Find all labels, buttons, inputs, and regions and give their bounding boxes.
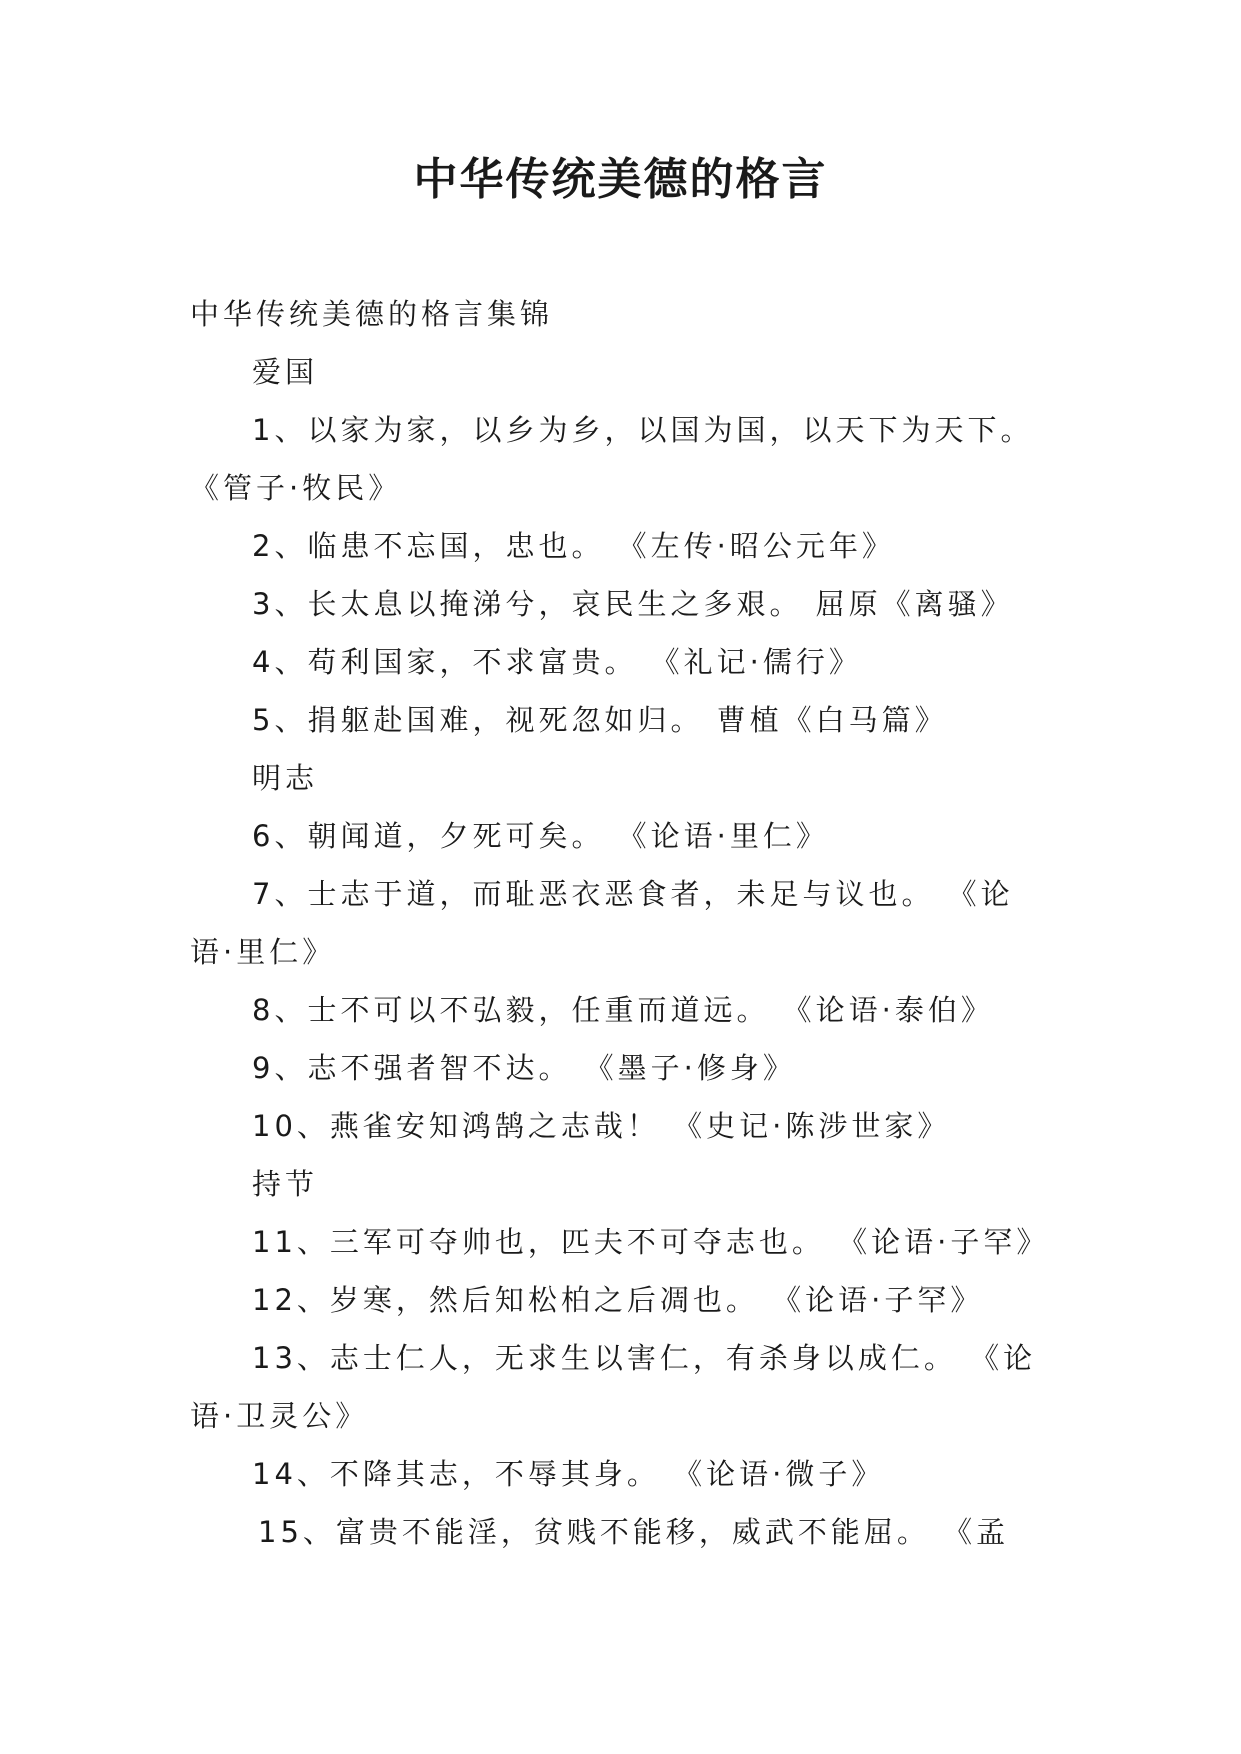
quote-line: 3、长太息以掩涕兮，哀民生之多艰。 屈原《离骚》: [252, 587, 1014, 621]
document-body: [190, 285, 1070, 1561]
section-intro: 中华传统美德的格言集锦: [190, 297, 554, 331]
section-heading-integrity: 持节: [252, 1167, 319, 1201]
quote-line-continuation: 语·里仁》: [190, 935, 336, 969]
quote-line-continuation: 《管子·牧民》: [190, 471, 402, 505]
section-heading-ambition: 明志: [252, 761, 319, 795]
quote-line: 8、士不可以不弘毅，任重而道远。 《论语·泰伯》: [252, 993, 994, 1027]
quote-line: 4、苟利国家，不求富贵。 《礼记·儒行》: [252, 645, 862, 679]
page-title: 中华传统美德的格言: [413, 154, 828, 205]
quote-line: 14、不降其志，不辱其身。 《论语·微子》: [252, 1457, 885, 1491]
section-heading-patriotism: 爱国: [252, 355, 319, 389]
quote-line: 11、三军可夺帅也，匹夫不可夺志也。 《论语·子罕》: [252, 1225, 1050, 1259]
quote-line: 13、志士仁人，无求生以害仁，有杀身以成仁。 《论: [252, 1341, 1037, 1375]
quote-line-continuation: 语·卫灵公》: [190, 1399, 369, 1433]
quote-line: 2、临患不忘国，忠也。 《左传·昭公元年》: [252, 529, 895, 563]
quote-line: 1、以家为家，以乡为乡，以国为国，以天下为天下。: [252, 413, 1034, 447]
quote-line: 5、捐躯赴国难，视死忽如归。 曹植《白马篇》: [252, 703, 948, 737]
quote-line: 9、志不强者智不达。 《墨子·修身》: [252, 1051, 796, 1085]
quote-line: 10、燕雀安知鸿鹄之志哉！ 《史记·陈涉世家》: [252, 1109, 951, 1143]
quote-line: 12、岁寒，然后知松柏之后凋也。 《论语·子罕》: [252, 1283, 984, 1317]
quote-line: 7、士志于道，而耻恶衣恶食者，未足与议也。 《论: [252, 877, 1014, 911]
quote-line: 15、富贵不能淫，贫贱不能移，威武不能屈。 《孟: [258, 1515, 1010, 1549]
quote-line: 6、朝闻道，夕死可矣。 《论语·里仁》: [252, 819, 829, 853]
